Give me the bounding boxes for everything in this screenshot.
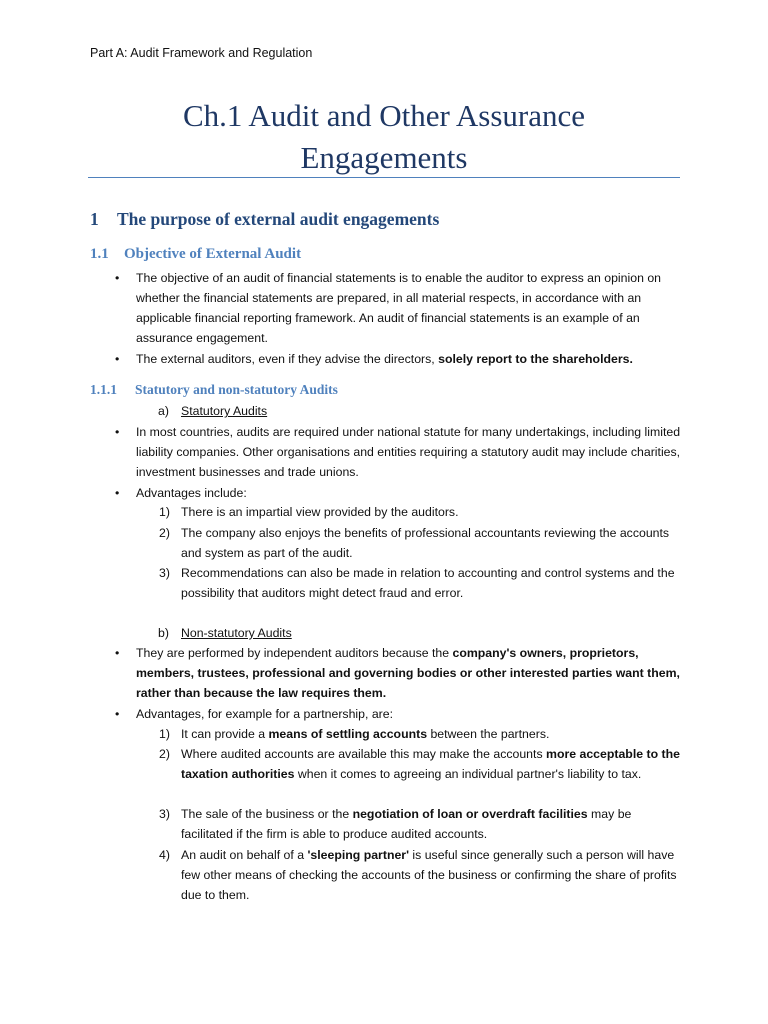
non-statutory-item-2	[159, 744, 681, 784]
non-statutory-item-1-number: 1)	[159, 727, 170, 741]
running-header: Part A: Audit Framework and Regulation	[90, 46, 313, 60]
statutory-item-1-number: 1)	[159, 505, 170, 519]
non-statutory-item-1-bold: means of settling accounts	[268, 727, 428, 741]
chapter-title	[88, 95, 680, 179]
non-statutory-item-2-number: 2)	[159, 747, 170, 761]
statutory-heading-text: Statutory Audits	[181, 404, 268, 418]
non-statutory-item-3	[159, 804, 681, 844]
objective-bullet-1: • The objective of an audit of financial statements is to enable the auditor to express an opinion on whether the financial statements are prepared, in all material respects, in accordance with an applicable financial reporting framework. An audit of financial statements is an example of an assurance engagement.	[136, 268, 684, 348]
non-statutory-marker: b)	[158, 626, 169, 640]
section-1-1-1-heading	[90, 382, 338, 398]
section-1-heading	[90, 209, 439, 230]
section-1-1-1-title: Statutory and non-statutory Audits	[135, 382, 338, 397]
statutory-item-3-number: 3)	[159, 566, 170, 580]
section-1-1-heading	[90, 246, 301, 263]
statutory-item-1-text: There is an impartial view provided by the auditors.	[181, 505, 459, 519]
statutory-item-3	[159, 563, 681, 603]
statutory-marker: a)	[158, 404, 169, 418]
title-divider	[88, 177, 680, 178]
statutory-item-2	[159, 523, 681, 563]
statutory-bullet-2: • Advantages include:	[136, 483, 684, 503]
section-1-1-1-number: 1.1.1	[90, 382, 117, 397]
objective-bullet-2-bold: solely report to the shareholders.	[438, 352, 633, 366]
section-1-title: The purpose of external audit engagements	[117, 209, 440, 229]
statutory-item-2-number: 2)	[159, 526, 170, 540]
section-1-1-title: Objective of External Audit	[124, 246, 302, 262]
non-statutory-heading-text: Non-statutory Audits	[181, 626, 292, 640]
non-statutory-item-2-tail: when it comes to agreeing an individual partner's liability to tax.	[294, 767, 642, 781]
non-statutory-item-3-tail: may be facilitated if the firm is able to produce audited accounts.	[181, 807, 632, 841]
non-statutory-item-1	[159, 724, 681, 744]
non-statutory-item-3-text: The sale of the business or the	[181, 807, 353, 821]
statutory-bullet-1: • In most countries, audits are required under national statute for many undertakings, including limited liability companies. Other organisations and entities requiring a statutory audit may include charities, investment businesses and trade unions.	[136, 422, 684, 482]
objective-bullet-2-text: The external auditors, even if they advise the directors,	[136, 352, 439, 366]
non-statutory-bullet-1-bold: company's owners, proprietors, members, trustees, professional and governing bodies or other interested parties want them, rather than because the law requires them.	[136, 646, 680, 700]
statutory-item-2-text: The company also enjoys the benefits of professional accountants reviewing the accounts and system as part of the audit.	[181, 526, 670, 560]
non-statutory-item-1-tail: between the partners.	[427, 727, 550, 741]
non-statutory-bullet-2: • Advantages, for example for a partnership, are:	[136, 704, 684, 724]
section-1-number: 1	[90, 209, 99, 229]
non-statutory-item-4	[159, 845, 681, 905]
non-statutory-item-4-bold: 'sleeping partner'	[307, 848, 409, 862]
non-statutory-item-4-number: 4)	[159, 848, 170, 862]
statutory-item-1	[159, 502, 681, 522]
chapter-title-line-2: Engagements	[300, 140, 468, 175]
objective-bullet-2	[136, 349, 684, 369]
non-statutory-item-4-text: An audit on behalf of a	[181, 848, 308, 862]
non-statutory-bullet-1	[136, 643, 684, 703]
statutory-item-3-text: Recommendations can also be made in relation to accounting and control systems and the possibility that auditors might detect fraud and error.	[181, 566, 675, 600]
non-statutory-item-3-bold: negotiation of loan or overdraft facilities	[352, 807, 588, 821]
non-statutory-item-2-text: Where audited accounts are available this may make the accounts	[181, 747, 547, 761]
section-1-1-number: 1.1	[90, 246, 109, 262]
non-statutory-item-2-bold: more acceptable to the taxation authorities	[181, 747, 680, 781]
non-statutory-audits-heading	[158, 623, 292, 643]
non-statutory-item-4-tail: is useful since generally such a person will have few other means of checking the accounts of the business or confirming the share of profits due to them.	[181, 848, 677, 902]
non-statutory-bullet-1-text: They are performed by independent auditors because the	[136, 646, 453, 660]
non-statutory-item-1-text: It can provide a	[181, 727, 269, 741]
statutory-audits-heading	[158, 401, 267, 421]
non-statutory-item-3-number: 3)	[159, 807, 170, 821]
chapter-title-line-1: Ch.1 Audit and Other Assurance	[182, 98, 586, 133]
